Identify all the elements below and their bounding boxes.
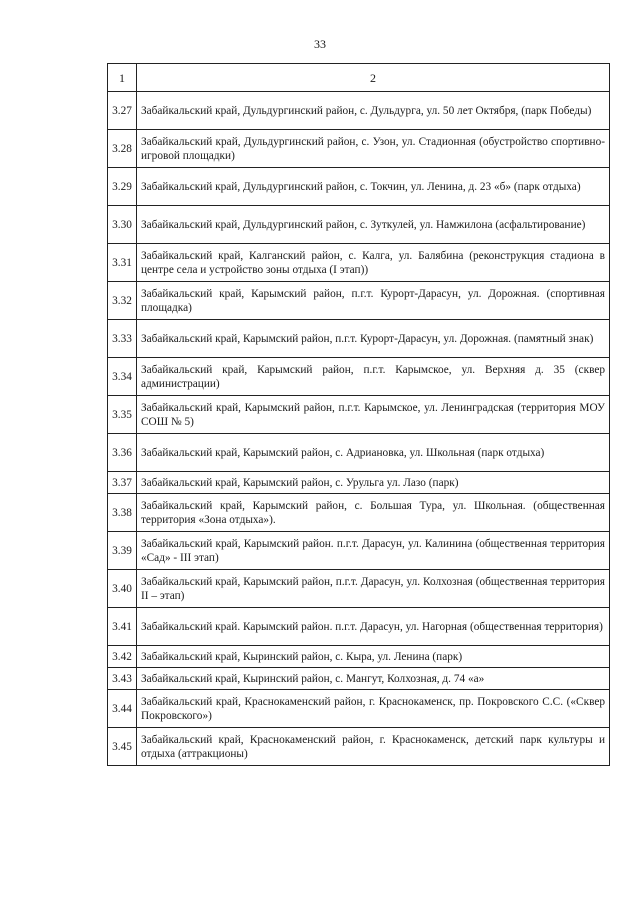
row-address: Забайкальский край, Карымский район, с. Большая Тура, ул. Школьная. (общественная территория «Зона отдыха»).	[137, 494, 610, 532]
row-number: 3.35	[108, 396, 137, 434]
table-row	[108, 570, 610, 608]
table-row	[108, 396, 610, 434]
row-number: 3.42	[108, 646, 137, 668]
row-address: Забайкальский край, Дульдургинский район, с. Токчин, ул. Ленина, д. 23 «б» (парк отдыха)	[137, 168, 610, 206]
table-row	[108, 646, 610, 668]
table-row	[108, 472, 610, 494]
table-row	[108, 608, 610, 646]
table-row	[108, 434, 610, 472]
row-address: Забайкальский край, Дульдургинский район, с. Узон, ул. Стадионная (обустройство спортивно-игровой площадки)	[137, 130, 610, 168]
table-row	[108, 282, 610, 320]
table-row	[108, 320, 610, 358]
row-address: Забайкальский край, Кыринский район, с. Мангут, Колхозная, д. 74 «а»	[137, 668, 610, 690]
row-address: Забайкальский край, Кыринский район, с. Кыра, ул. Ленина (парк)	[137, 646, 610, 668]
row-address: Забайкальский край, Карымский район, с. Адриановка, ул. Школьная (парк отдыха)	[137, 434, 610, 472]
table-row	[108, 728, 610, 766]
row-number: 3.37	[108, 472, 137, 494]
row-number: 3.40	[108, 570, 137, 608]
row-number: 3.39	[108, 532, 137, 570]
row-address: Забайкальский край, Карымский район, с. Урульга ул. Лазо (парк)	[137, 472, 610, 494]
table-row	[108, 130, 610, 168]
table-row	[108, 206, 610, 244]
table-row	[108, 494, 610, 532]
table-row	[108, 244, 610, 282]
table-row	[108, 92, 610, 130]
row-number: 3.44	[108, 690, 137, 728]
row-address: Забайкальский край, Карымский район, п.г.т. Карымское, ул. Верхняя д. 35 (сквер администрации)	[137, 358, 610, 396]
table-row	[108, 532, 610, 570]
row-number: 3.45	[108, 728, 137, 766]
row-address: Забайкальский край, Краснокаменский район, г. Краснокаменск, пр. Покровского С.С. («Сквер Покровского»)	[137, 690, 610, 728]
table-row	[108, 358, 610, 396]
row-number: 3.29	[108, 168, 137, 206]
row-number: 3.34	[108, 358, 137, 396]
table-row	[108, 690, 610, 728]
row-number: 3.27	[108, 92, 137, 130]
row-number: 3.38	[108, 494, 137, 532]
table-row	[108, 668, 610, 690]
row-number: 3.31	[108, 244, 137, 282]
row-number: 3.33	[108, 320, 137, 358]
table-header-row	[108, 64, 610, 92]
row-address: Забайкальский край, Краснокаменский район, г. Краснокаменск, детский парк культуры и отдыха (аттракционы)	[137, 728, 610, 766]
row-number: 3.36	[108, 434, 137, 472]
row-address: Забайкальский край. Карымский район. п.г.т. Дарасун, ул. Нагорная (общественная территория)	[137, 608, 610, 646]
row-address: Забайкальский край, Дульдургинский район, с. Зуткулей, ул. Намжилона (асфальтирование)	[137, 206, 610, 244]
territories-table	[107, 63, 610, 766]
table-row	[108, 168, 610, 206]
row-number: 3.28	[108, 130, 137, 168]
row-address: Забайкальский край, Карымский район, п.г.т. Курорт-Дарасун, ул. Дорожная. (памятный знак)	[137, 320, 610, 358]
column-header-number: 1	[108, 64, 137, 92]
row-address: Забайкальский край, Дульдургинский район, с. Дульдурга, ул. 50 лет Октября, (парк Победы)	[137, 92, 610, 130]
row-address: Забайкальский край, Карымский район, п.г.т. Карымское, ул. Ленинградская (территория МОУ СОШ № 5)	[137, 396, 610, 434]
row-number: 3.43	[108, 668, 137, 690]
row-address: Забайкальский край, Карымский район, п.г.т. Курорт-Дарасун, ул. Дорожная. (спортивная площадка)	[137, 282, 610, 320]
row-number: 3.30	[108, 206, 137, 244]
row-address: Забайкальский край, Карымский район. п.г.т. Дарасун, ул. Калинина (общественная территория «Сад» - III этап)	[137, 532, 610, 570]
row-address: Забайкальский край, Калганский район, с. Калга, ул. Балябина (реконструкция стадиона в центре села и устройство зоны отдыха (I этап))	[137, 244, 610, 282]
row-address: Забайкальский край, Карымский район, п.г.т. Дарасун, ул. Колхозная (общественная территория II – этап)	[137, 570, 610, 608]
column-header-address: 2	[137, 64, 610, 92]
page-number: 33	[314, 37, 326, 51]
row-number: 3.41	[108, 608, 137, 646]
row-number: 3.32	[108, 282, 137, 320]
